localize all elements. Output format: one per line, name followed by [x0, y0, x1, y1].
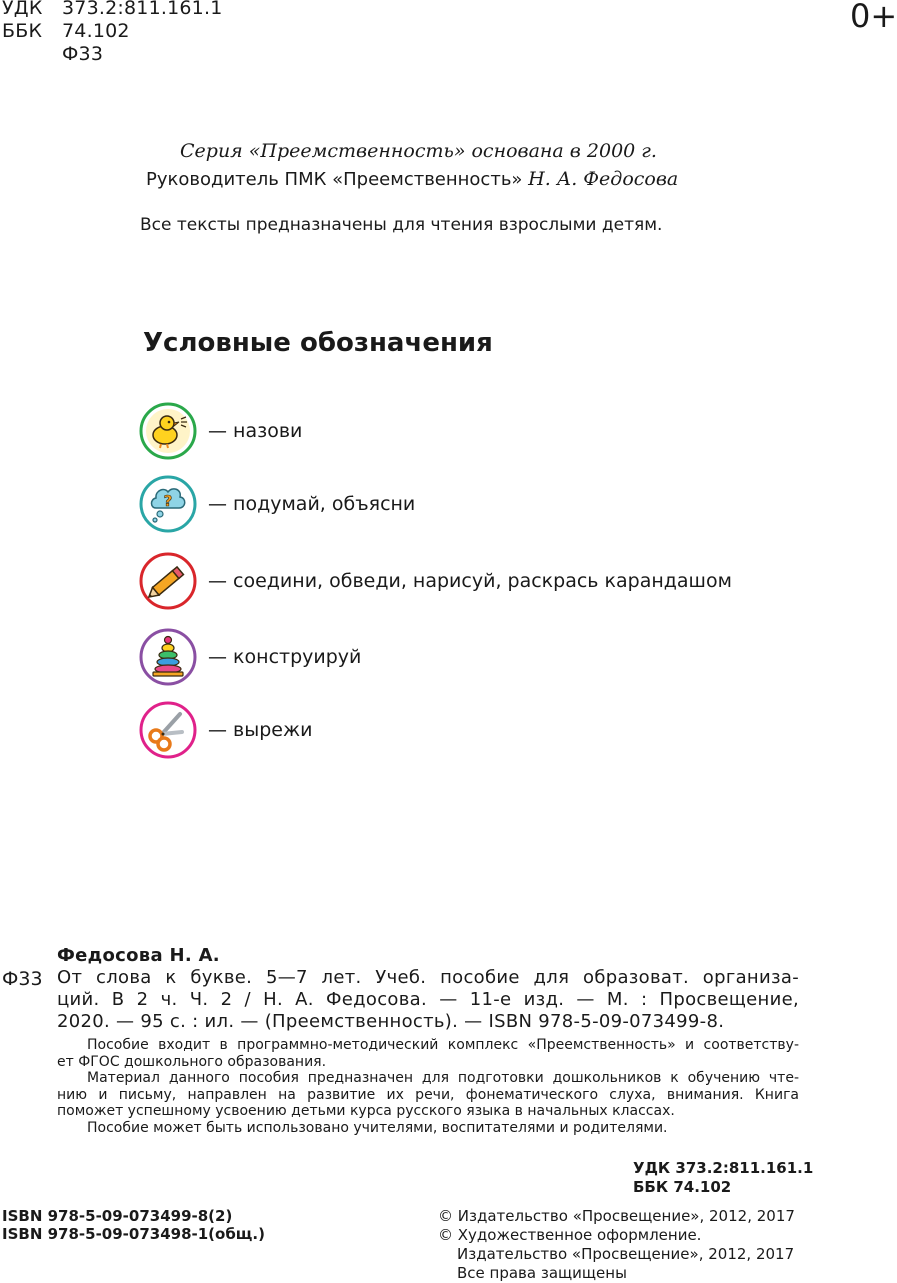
legend-title: Условные обозначения: [143, 328, 493, 358]
bib-mark: Ф33: [2, 968, 43, 990]
copyright-line: Издательство «Просвещение», 2012, 2017: [457, 1245, 795, 1263]
head-line-name: Н. А. Федосова: [528, 168, 679, 190]
bib-annotation: [57, 1037, 799, 1136]
annotation-line: поможет успешному усвоению детьми курса русского языка в начальных классах.: [57, 1103, 675, 1119]
annotation-line: Пособие может быть использовано учителями, воспитателями и родителями.: [87, 1119, 668, 1136]
udk-label: УДК: [2, 0, 43, 19]
legend-item-label: — подумай, объясни: [208, 493, 416, 515]
isbn-set: ISBN 978-5-09-073498-1(общ.): [2, 1225, 265, 1243]
bbk-value: 74.102: [62, 20, 130, 42]
legend-item-draw: [138, 551, 732, 611]
copyright-line: © Художественное оформление.: [438, 1226, 702, 1244]
scissors-icon: [138, 700, 198, 760]
author-mark: Ф33: [62, 43, 104, 65]
legend-item-cut: [138, 700, 312, 760]
legend-item-label: — соедини, обведи, нарисуй, раскрась карандашом: [208, 570, 732, 592]
svg-text:?: ?: [163, 492, 173, 510]
series-line: Серия «Преемственность» основана в 2000 г.: [180, 140, 657, 162]
isbn-part: ISBN 978-5-09-073499-8(2): [2, 1207, 233, 1225]
pyramid-toy-icon: [138, 627, 198, 687]
age-rating: 0+: [850, 0, 897, 35]
annotation-line: нию и письму, направлен на развитие их речи, фонематического слуха, внимания. Книга: [57, 1086, 799, 1103]
bib-line: ций. В 2 ч. Ч. 2 / Н. А. Федосова. — 11-е изд. — М. : Просвещение,: [57, 989, 799, 1010]
copyright-block: [438, 1207, 795, 1283]
footer-udk: УДК 373.2:811.161.1: [633, 1159, 814, 1177]
legend-item-label: — назови: [208, 420, 303, 442]
copyright-line: © Издательство «Просвещение», 2012, 2017: [438, 1207, 795, 1225]
bib-line: 2020. — 95 с. : ил. — (Преемственность). — ISBN 978-5-09-073499-8.: [57, 1011, 725, 1032]
legend-item-construct: [138, 627, 361, 687]
annotation-line: ет ФГОС дошкольного образования.: [57, 1053, 327, 1070]
pencil-icon: [138, 551, 198, 611]
legend-item-label: — конструируй: [208, 646, 362, 668]
chick-icon: [138, 401, 198, 461]
udk-value: 373.2:811.161.1: [62, 0, 223, 19]
footer-bbk: ББК 74.102: [633, 1178, 732, 1196]
bib-description: [57, 967, 799, 1033]
legend-item-label: — вырежи: [208, 719, 313, 741]
legend-item-think: [138, 474, 415, 534]
bib-line: От слова к букве. 5—7 лет. Учеб. пособие для образоват. организа-: [57, 967, 799, 988]
annotation-line: Пособие входит в программно-методический комплекс «Преемственность» и соответству-: [87, 1037, 799, 1053]
head-line-prefix: Руководитель ПМК «Преемственность»: [146, 169, 523, 190]
question-cloud-icon: [138, 474, 198, 534]
bbk-label: ББК: [2, 20, 43, 42]
reading-note: Все тексты предназначены для чтения взрослыми детям.: [140, 215, 663, 235]
copyright-line: Все права защищены: [457, 1264, 627, 1282]
head-line: [146, 168, 678, 190]
legend-item-name: [138, 401, 302, 461]
annotation-line: Материал данного пособия предназначен для подготовки дошкольников к обучению чте-: [87, 1070, 799, 1086]
bib-author: Федосова Н. А.: [57, 945, 220, 966]
